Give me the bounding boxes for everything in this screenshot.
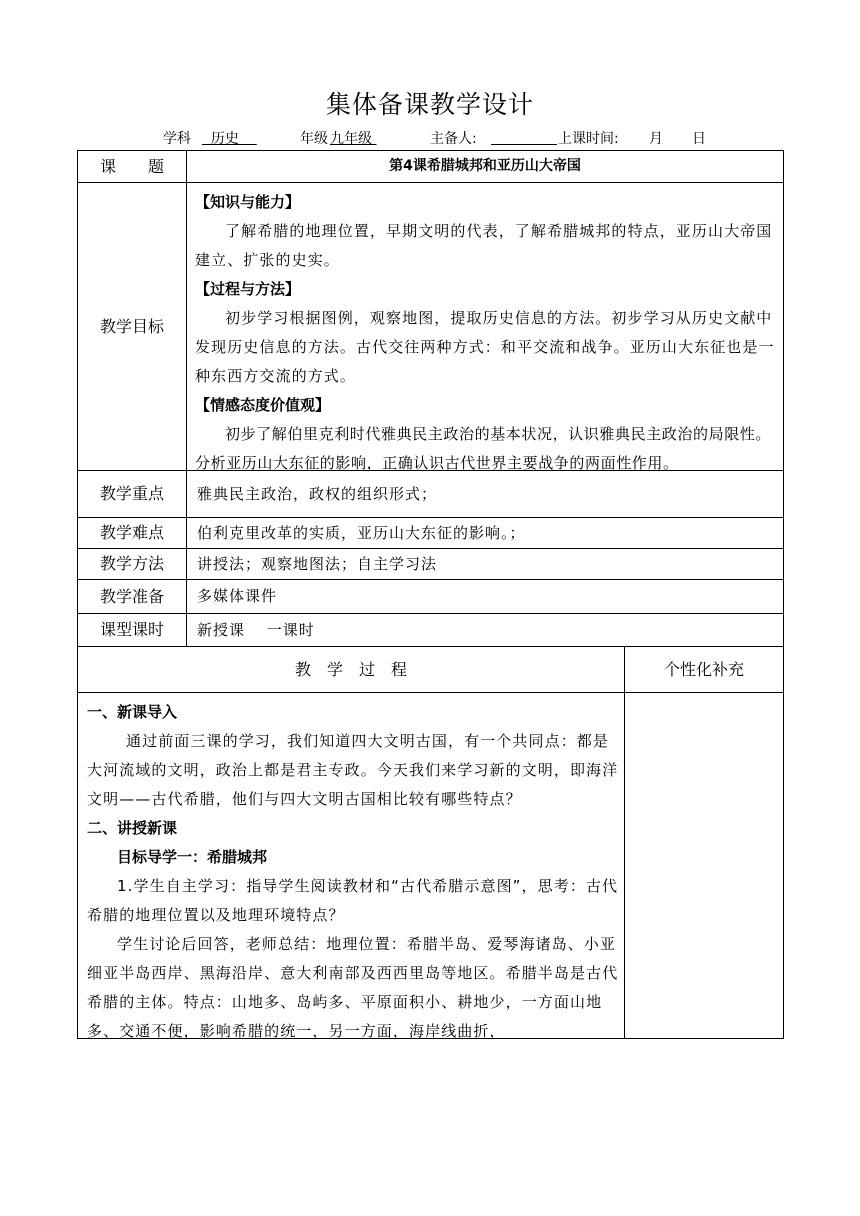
subject-value: 历史 bbox=[210, 131, 239, 147]
goal-text-process: 初步学习根据图例，观察地图，提取历史信息的方法。初步学习从历史文献中发现历史信息的方法。古代交往两种方式：和平交流和战争。亚历山大东征也是一种东西方交流的方式。 bbox=[195, 309, 775, 385]
goal-heading-process: 【过程与方法】 bbox=[195, 280, 301, 298]
grade-value: 九年级 bbox=[330, 131, 372, 147]
preparer-label: 主备人: bbox=[430, 131, 477, 147]
section-intro-title: 一、新课导入 bbox=[87, 703, 178, 721]
goal-heading-emotion: 【情感态度价值观】 bbox=[195, 396, 331, 414]
method-label: 教学方法 bbox=[99, 554, 164, 573]
process-header: 教 学 过 程 bbox=[294, 659, 407, 679]
preparation-value: 多媒体课件 bbox=[197, 587, 278, 605]
topic-label: 课 题 bbox=[99, 156, 164, 176]
goal-text-knowledge: 了解希腊的地理位置，早期文明的代表，了解希腊城邦的特点，亚历山大帝国建立、扩张的史实。 bbox=[195, 222, 773, 269]
difficulty-label: 教学难点 bbox=[99, 523, 164, 542]
lesson-plan-table bbox=[77, 150, 784, 1039]
supplement-header: 个性化补充 bbox=[663, 659, 744, 679]
day-label: 日 bbox=[692, 131, 706, 147]
table-border-right bbox=[783, 150, 784, 1039]
process-content bbox=[87, 698, 621, 1046]
preparer-blank bbox=[491, 129, 557, 149]
month-label: 月 bbox=[649, 131, 663, 147]
topic-value: 第4课希腊城邦和亚历山大帝国 bbox=[389, 158, 581, 174]
key-point-value: 雅典民主政治，政权的组织形式； bbox=[197, 485, 438, 503]
difficulty-value: 伯利克里改革的实质，亚历山大东征的影响。； bbox=[197, 524, 526, 542]
method-value: 讲授法；观察地图法；自主学习法 bbox=[197, 555, 438, 573]
lesson-type-label: 课型课时 bbox=[99, 620, 164, 639]
lesson-type-value: 新授课 一课时 bbox=[197, 621, 315, 639]
goal-text-emotion: 初步了解伯里克利时代雅典民主政治的基本状况，认识雅典民主政治的局限性。分析亚历山大东征的影响，正确认识古代世界主要战争的两面性作用。 bbox=[195, 425, 772, 472]
supplement-cell bbox=[625, 693, 783, 1038]
preparation-label: 教学准备 bbox=[99, 586, 164, 606]
goal-guide-one: 目标导学一：希腊城邦 bbox=[117, 848, 268, 866]
subject-label: 学科 bbox=[163, 131, 191, 147]
goal-heading-knowledge: 【知识与能力】 bbox=[195, 193, 301, 211]
goals-content bbox=[195, 188, 780, 478]
class-time-label: 上课时间: bbox=[558, 131, 619, 147]
teacher-summary: 学生讨论后回答，老师总结：地理位置：希腊半岛、爱琴海诸岛、小亚细亚半岛西岸、黑海沿岸、意大利南部及西西里岛等地区。希腊半岛是古代希腊的主体。特点：山地多、岛屿多、平原面积小、耕地少，一方面山地多、交通不便，影响希腊的统一，另一方面，海岸线曲折， bbox=[87, 935, 619, 1040]
self-study-question: 1.学生自主学习：指导学生阅读教材和“古代希腊示意图”，思考：古代希腊的地理位置以及地理环境特点？ bbox=[87, 877, 619, 924]
section-new-lesson-title: 二、讲授新课 bbox=[87, 819, 178, 837]
section-intro-text: 通过前面三课的学习，我们知道四大文明古国，有一个共同点：都是大河流域的文明，政治上都是君主专政。今天我们来学习新的文明，即海洋文明——古代希腊，他们与四大文明古国相比较有哪些特点？ bbox=[87, 732, 619, 808]
grade-label: 年级 bbox=[300, 131, 328, 147]
page-title: 集体备课教学设计 bbox=[325, 90, 534, 119]
goals-label: 教学目标 bbox=[99, 316, 164, 336]
key-point-label: 教学重点 bbox=[99, 484, 164, 503]
